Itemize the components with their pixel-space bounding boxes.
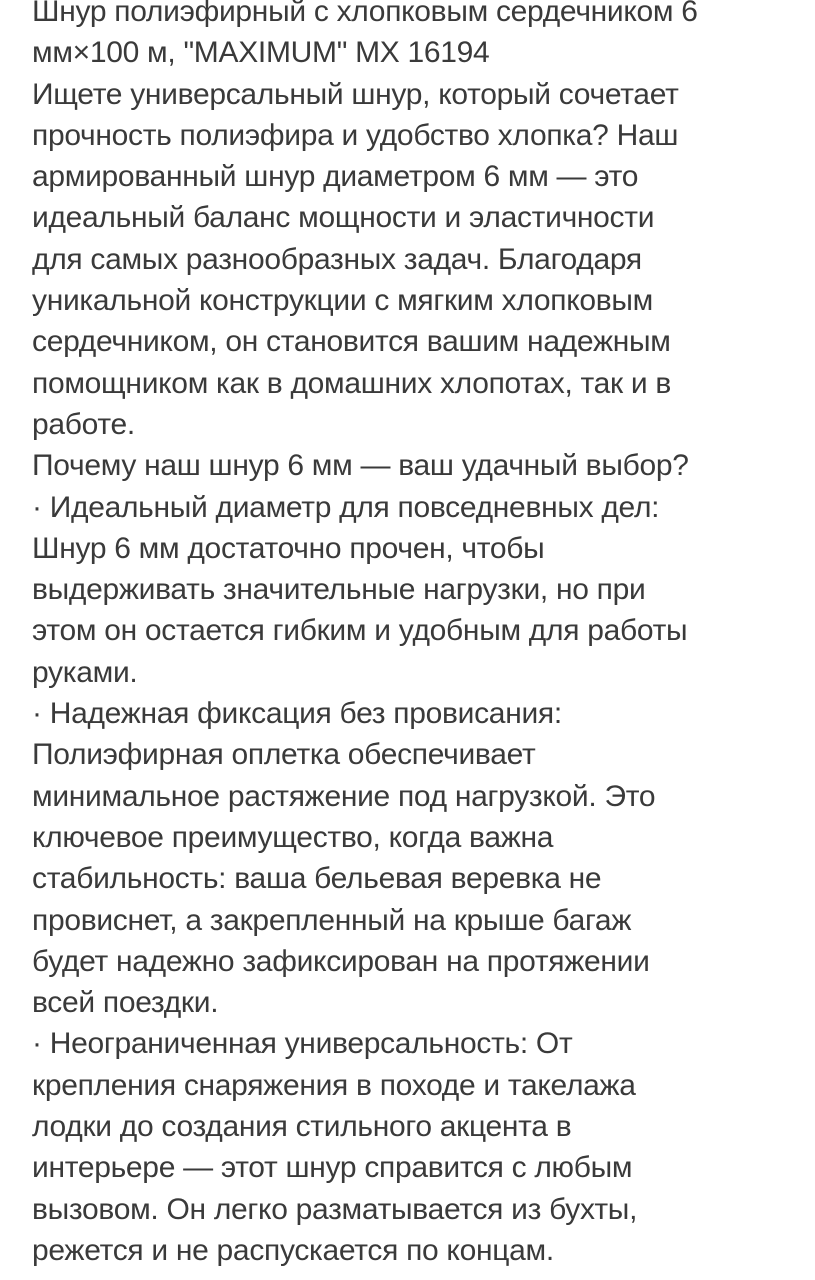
text-line: для самых разнообразных задач. Благодаря (32, 242, 642, 276)
text-line: провиснет, а закрепленный на крыше багаж (32, 903, 632, 937)
text-line: идеальный баланс мощности и эластичности (32, 201, 655, 235)
text-line: режется и не распускается по концам. (32, 1233, 554, 1267)
text-line: минимальное растяжение под нагрузкой. Это (32, 779, 656, 813)
text-line: прочность полиэфира и удобство хлопка? Наш (32, 118, 679, 152)
product-description-page (32, 0, 795, 1271)
text-line: всей поездки. (32, 986, 219, 1020)
text-line: Почему наш шнур 6 мм — ваш удачный выбор? (32, 449, 689, 483)
text-line: мм×100 м, "MAXIMUM" MX 16194 (32, 36, 490, 70)
text-line: будет надежно зафиксирован на протяжении (32, 944, 650, 978)
text-line: армированный шнур диаметром 6 мм — это (32, 160, 639, 194)
text-line: крепления снаряжения в походе и такелажа (32, 1068, 636, 1102)
text-line: Ищете универсальный шнур, который сочетает (32, 77, 679, 111)
text-line: выдерживать значительные нагрузки, но при (32, 573, 646, 607)
text-line: ключевое преимущество, когда важна (32, 820, 554, 854)
product-title (32, 0, 795, 74)
text-line: Шнур 6 мм достаточно прочен, чтобы (32, 531, 545, 565)
text-line: помощником как в домашних хлопотах, так и в (32, 366, 672, 400)
text-line: руками. (32, 655, 138, 689)
text-line: Шнур полиэфирный с хлопковым сердечником 6 (32, 0, 698, 28)
text-line: вызовом. Он легко разматывается из бухты, (32, 1192, 638, 1226)
text-line: стабильность: ваша бельевая веревка не (32, 862, 602, 896)
text-line: уникальной конструкции с мягким хлопковым (32, 284, 653, 318)
text-line: интерьере — этот шнур справится с любым (32, 1151, 633, 1185)
text-line: · Неограниченная универсальность: От (32, 1027, 573, 1061)
text-line: лодки до создания стильного акцента в (32, 1110, 572, 1144)
product-description (32, 74, 795, 1272)
text-line: Полиэфирная оплетка обеспечивает (32, 738, 536, 772)
text-line: · Надежная фиксация без провисания: (32, 697, 562, 731)
text-line: сердечником, он становится вашим надежным (32, 325, 671, 359)
text-line: · Идеальный диаметр для повседневных дел: (32, 490, 660, 524)
text-line: работе. (32, 407, 135, 441)
text-line: этом он остается гибким и удобным для работы (32, 614, 688, 648)
